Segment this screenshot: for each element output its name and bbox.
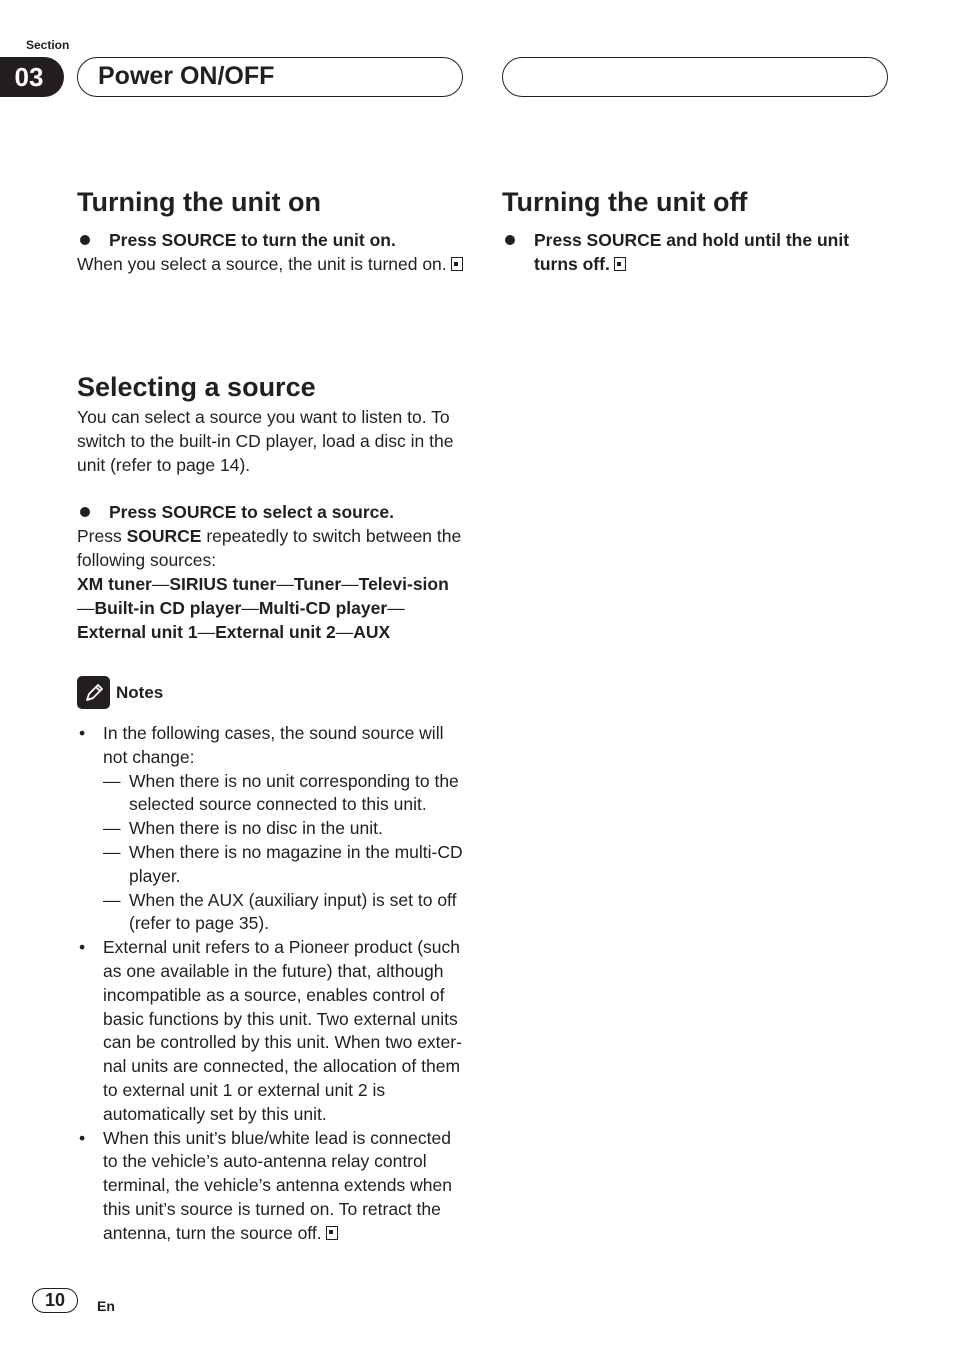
note-item (77, 1127, 465, 1246)
source-name: Televi-sion (358, 574, 449, 594)
source-separator: — (241, 598, 259, 618)
notes-list (77, 722, 465, 1246)
selecting-body-prefix: Press (77, 526, 127, 546)
selecting-instruction (77, 500, 465, 524)
source-separator: — (197, 622, 216, 642)
source-separator: — (151, 574, 170, 594)
turning-off-instruction-text: Press SOURCE and hold until the unit turns off. (534, 230, 850, 274)
turning-off-section (502, 186, 890, 276)
section-label: Section (26, 38, 70, 52)
turning-on-instruction-text: Press SOURCE to turn the unit on. (109, 230, 396, 250)
source-name: AUX (353, 622, 391, 642)
note-item: • External unit refers to a Pioneer product (such as one available in the future) that, although incompatible as a source, enables control of basic functions by this unit. Two external units can be controlled by this unit. When two exter-nal units are connected, the allocation of them to external unit 1 or external unit 2 is automatically set by this unit. (77, 936, 465, 1126)
turning-on-body-text: When you select a source, the unit is turned on. (77, 254, 447, 274)
notes-title: Notes (116, 682, 164, 702)
note-item-text: When this unit’s blue/white lead is connected to the vehicle’s auto-antenna relay control terminal, the vehicle’s antenna extends when this unit’s source is turned on. To retract the antenna, turn the source off. (103, 1127, 452, 1243)
turning-on-instruction (77, 228, 465, 252)
end-mark-icon (326, 1226, 338, 1240)
notes-header (77, 676, 465, 709)
language-label: En (97, 1298, 115, 1314)
turning-on-heading: Turning the unit on (77, 187, 321, 217)
source-name: External unit 2 (215, 622, 336, 642)
turning-on-section (77, 186, 465, 276)
source-separator: — (335, 622, 354, 642)
source-name: External unit 1 (77, 622, 198, 642)
notes-section (77, 676, 465, 1246)
turning-off-instruction (502, 228, 890, 276)
note-sub-item: — When there is no magazine in the multi-CD player. (103, 841, 465, 889)
source-name: XM tuner (77, 574, 152, 594)
section-title: Power ON/OFF (77, 57, 463, 97)
selecting-section (77, 371, 465, 644)
end-mark-icon (614, 257, 626, 271)
section-number-badge: 03 (0, 57, 64, 97)
selecting-intro: You can select a source you want to listen to. To switch to the built-in CD player, load a disc in the unit (refer to page 14). (77, 407, 454, 475)
note-item (77, 722, 465, 936)
bullet-icon (505, 235, 515, 245)
end-mark-icon (451, 257, 463, 271)
source-name: Tuner (293, 574, 342, 594)
page-number: 10 (32, 1288, 78, 1313)
source-separator: — (387, 598, 405, 618)
note-item-text: In the following cases, the sound source will not change: (103, 723, 444, 767)
selecting-heading: Selecting a source (77, 372, 316, 402)
source-list (77, 572, 465, 644)
source-separator: — (276, 574, 294, 594)
source-name: Built-in CD player (94, 598, 242, 618)
note-sub-item: — When there is no disc in the unit. (103, 817, 465, 841)
selecting-body-bold: SOURCE (126, 526, 202, 546)
pencil-icon (77, 676, 110, 709)
source-separator: — (77, 598, 95, 618)
note-sub-item: — When the AUX (auxiliary input) is set to off (refer to page 35). (103, 889, 465, 937)
selecting-body (77, 524, 465, 572)
selecting-body-suffix: repeatedly to switch between the following sources: (77, 526, 462, 570)
source-name: SIRIUS tuner (169, 574, 277, 594)
source-name: Multi-CD player (258, 598, 388, 618)
note-sub-list (103, 770, 465, 937)
turning-off-heading: Turning the unit off (502, 187, 748, 217)
source-separator: — (341, 574, 359, 594)
note-sub-item: — When there is no unit corresponding to the selected source connected to this unit. (103, 770, 465, 818)
bullet-icon (80, 507, 90, 517)
bullet-icon (80, 235, 90, 245)
turning-on-body (77, 252, 465, 276)
selecting-instruction-text: Press SOURCE to select a source. (109, 502, 394, 522)
section-title-empty-box (502, 57, 888, 97)
